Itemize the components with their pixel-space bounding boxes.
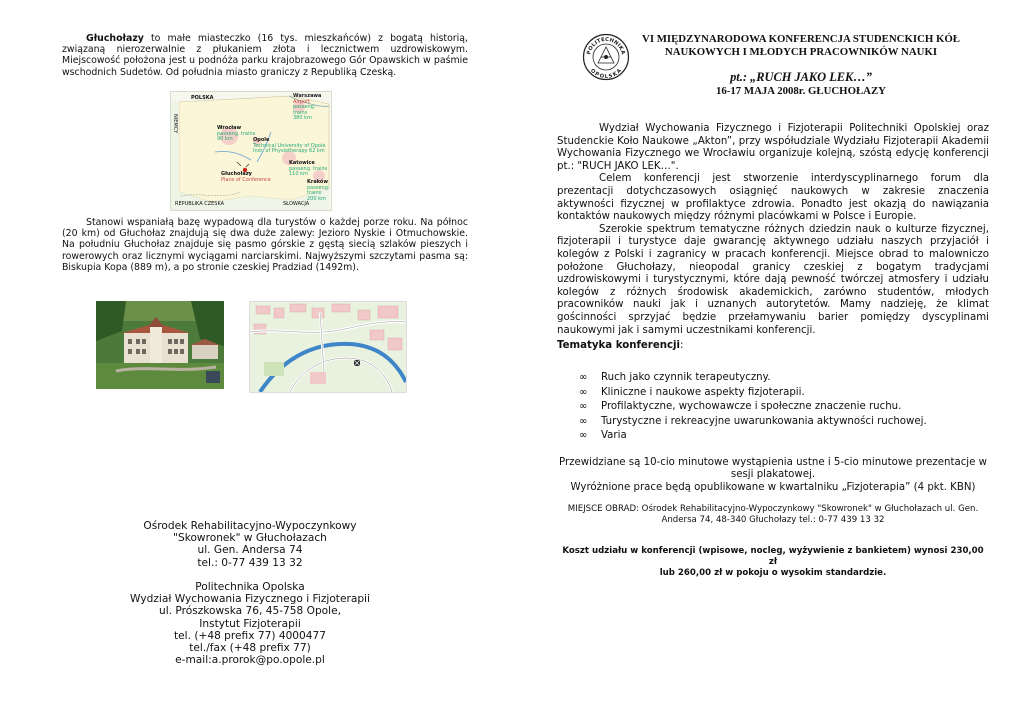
conference-title <box>630 33 972 58</box>
presentation-info-line2: sesji plakatowej. <box>730 469 816 481</box>
resort-contact-block <box>100 520 400 569</box>
university-name: Politechnika Opolska <box>195 581 305 593</box>
intro-organizers <box>557 123 989 337</box>
resort-name: Ośrodek Rehabilitacyjno-Wypoczynkowy <box>143 520 357 532</box>
list-item: ∞ Varia <box>579 430 627 442</box>
venue-info-line1: MIEJSCE OBRAD: Ośrodek Rehabilitacyjno-Wypoczynkowy "Skowronek" w Głuchołazach ul. Gen. <box>567 504 979 514</box>
infinity-bullet-icon: ∞ <box>579 415 588 427</box>
resort-subname: "Skowronek" w Głuchołazach <box>173 532 327 545</box>
map-label-krakow: Kraków passeng. trains 200 km <box>307 179 330 202</box>
presentation-info-line1: Przewidziane są 10-cio minutowe wystąpienia ustne i 5-cio minutowe prezentacje w <box>559 457 987 468</box>
resort-phone: tel.: 0-77 439 13 32 <box>197 556 303 569</box>
list-item: ∞ Profilaktyczne, wychowawcze i społeczne znaczenie ruchu. <box>579 401 902 413</box>
conference-title-line2: NAUKOWYCH I MŁODYCH PRACOWNIKÓW NAUKI <box>664 45 938 58</box>
list-item: ∞ Ruch jako czynnik terapeutyczny. <box>579 372 771 383</box>
infinity-bullet-icon: ∞ <box>579 372 588 383</box>
infinity-bullet-icon: ∞ <box>579 430 588 442</box>
intro-paragraph <box>62 33 468 78</box>
paragraph-goal: Celem konferencji jest stworzenie interdyscyplinarnego forum dla prezentacji dotychczasowych osiągnięć naukowych w zakresie znaczenia aktywności fizycznej w profilaktyce zdrowia. Ponadto jest okazją do nawiązania kontaktów naukowych między różnymi placówkami w Polsce i Europie. <box>557 173 989 223</box>
resort-address: ul. Gen. Andersa 74 <box>197 544 303 557</box>
region-map <box>170 91 332 211</box>
paragraph-scope: Szerokie spektrum tematyczne różnych dziedzin nauk o kulturze fizycznej, fizjoterapii i turystyce daje gwarancję aktywnego udziału naszych przyjaciół i kolegów z Polski i zagranicy w pracach konferencji. Miejsce obrad to malowniczo położone Głuchołazy, nieopodal granicy czeskiej z bogatym tradycjami uzdrowiskowymi i turystycznymi, które dają pewność twórczej atmosfery i udziału kolegów z różnych środowisk akademickich, zarówno studentów, młodych pracowników nauki jak i uznanych autorytetów. Mamy nadzieję, że klimat gościnności sprzyjać będzie przełamywaniu barier pomiędzy dyscyplinami naukowymi jak i samymi uczestnikami konferencji. <box>557 223 989 336</box>
resort-photo <box>96 301 224 389</box>
list-item: ∞ Turystyczne i rekreacyjne uwarunkowania aktywności ruchowej. <box>579 415 927 427</box>
cost-info <box>557 546 989 579</box>
resort-photo-graphic <box>96 301 224 389</box>
university-fax: tel./fax (+48 prefix 77) <box>189 642 311 655</box>
svg-text:OPOLSKA: OPOLSKA <box>588 67 624 81</box>
map-label-czech: REPUBLIKA CZESKA <box>175 201 225 207</box>
institute-name: Instytut Fizjoterapii <box>199 617 301 630</box>
publication-info: Wyróżnione prace będą opublikowane w kwartalniku „Fizjoterapia” (4 pkt. KBN) <box>570 481 976 493</box>
paragraph-organizers: Wydział Wychowania Fizycznego i Fizjoterapii Politechniki Opolskiej oraz Studenckie Koło Naukowe „Akton”, przy współudziale Wydziału Fizjoterapii Akademii Wychowania Fizycznego we Wrocławiu organizuje kolejną, szóstą edycję konferencji pt.: "RUCH JAKO LEK…". <box>557 123 989 172</box>
topics-heading: Tematyka konferencji: <box>557 340 684 351</box>
infinity-bullet-icon: ∞ <box>579 386 588 398</box>
topics-list <box>557 371 989 444</box>
university-email[interactable]: e-mail:a.prorok@po.opole.pl <box>175 654 325 667</box>
list-item: ∞ Kliniczne i naukowe aspekty fizjoterapii. <box>579 386 805 398</box>
street-map <box>249 301 407 393</box>
presentation-info <box>557 457 989 494</box>
cost-info-line1: Koszt udziału w konferencji (wpisowe, nocleg, wyżywienie z bankietem) wynosi 230,00 zł <box>562 546 984 567</box>
svg-text:POLITECHNIKA: POLITECHNIKA <box>586 36 626 56</box>
university-phone: tel. (+48 prefix 77) 4000477 <box>173 629 327 642</box>
venue-info <box>557 504 989 526</box>
university-address: ul. Prószkowska 76, 45-758 Opole, <box>159 605 341 618</box>
faculty-name: Wydział Wychowania Fizycznego i Fizjoterapii <box>130 593 370 606</box>
university-logo <box>582 33 630 81</box>
map-label-warszawa: Warszawa Airport passeng. trains 380 km <box>293 93 322 121</box>
map-label-opole: Opole Technical University of Opole Inst. of Physiotherapy 62 km <box>253 137 326 154</box>
intro-text: to małe miasteczko (16 tys. mieszkańców) z bogatą historią, związaną nierozerwalnie z płukaniem złota i lecznictwem uzdrowiskowym. Miejscowość położona jest u podnóża parku krajobrazowego Gór Opawskich w paśmie wschodnich Sudetów. Od południa miasto graniczy z Republiką Czeską. <box>62 33 468 78</box>
venue-info-line2: Andersa 74, 48-340 Głuchołazy tel.: 0-77 439 13 32 <box>661 515 885 525</box>
topics-heading-text: Tematyka konferencji <box>557 340 681 351</box>
map-label-gluch: Głuchołazy Place of Conference <box>221 171 271 183</box>
conference-date: 16-17 MAJA 2008r. GŁUCHOŁAZY <box>716 85 886 97</box>
university-contact-block <box>100 581 400 666</box>
intro-town-name: Głuchołazy <box>86 33 144 44</box>
cost-info-line2: lub 260,00 zł w pokoju o wysokim standardzie. <box>659 568 887 578</box>
map-label-slovakia: SŁOWACJA <box>283 201 310 207</box>
university-logo-graphic <box>582 33 630 81</box>
map-label-poland: POLSKA <box>191 95 214 101</box>
conference-title-line1: VI MIĘDZYNARODOWA KONFERENCJA STUDENCKICH KÓŁ <box>642 33 960 45</box>
conference-subtitle: pt.: „RUCH JAKO LEK…” <box>730 70 872 84</box>
map-label-germany: NIEMCY <box>172 114 178 134</box>
street-map-graphic <box>250 302 406 392</box>
infinity-bullet-icon: ∞ <box>579 401 588 413</box>
map-label-wroclaw: Wrocław passeng. trains 90 km <box>217 125 256 142</box>
map-label-katowice: Katowice passeng. trains 110 km <box>289 160 328 177</box>
town-description: Stanowi wspaniałą bazę wypadową dla turystów o każdej porze roku. Na północ (20 km) od Głuchołaz znajdują się dwa duże zalewy: Jezioro Nyskie i Otmuchowskie. Na południu Głuchołaz znajduje się pasmo górskie z gęstą siecią szlaków pieszych i rowerowych oraz licznymi wyciągami narciarskimi. Najwyższymi szczytami pasma są: Biskupia Kopa (889 m), a po stronie czeskiej Pradziad (1492m). <box>62 217 468 273</box>
